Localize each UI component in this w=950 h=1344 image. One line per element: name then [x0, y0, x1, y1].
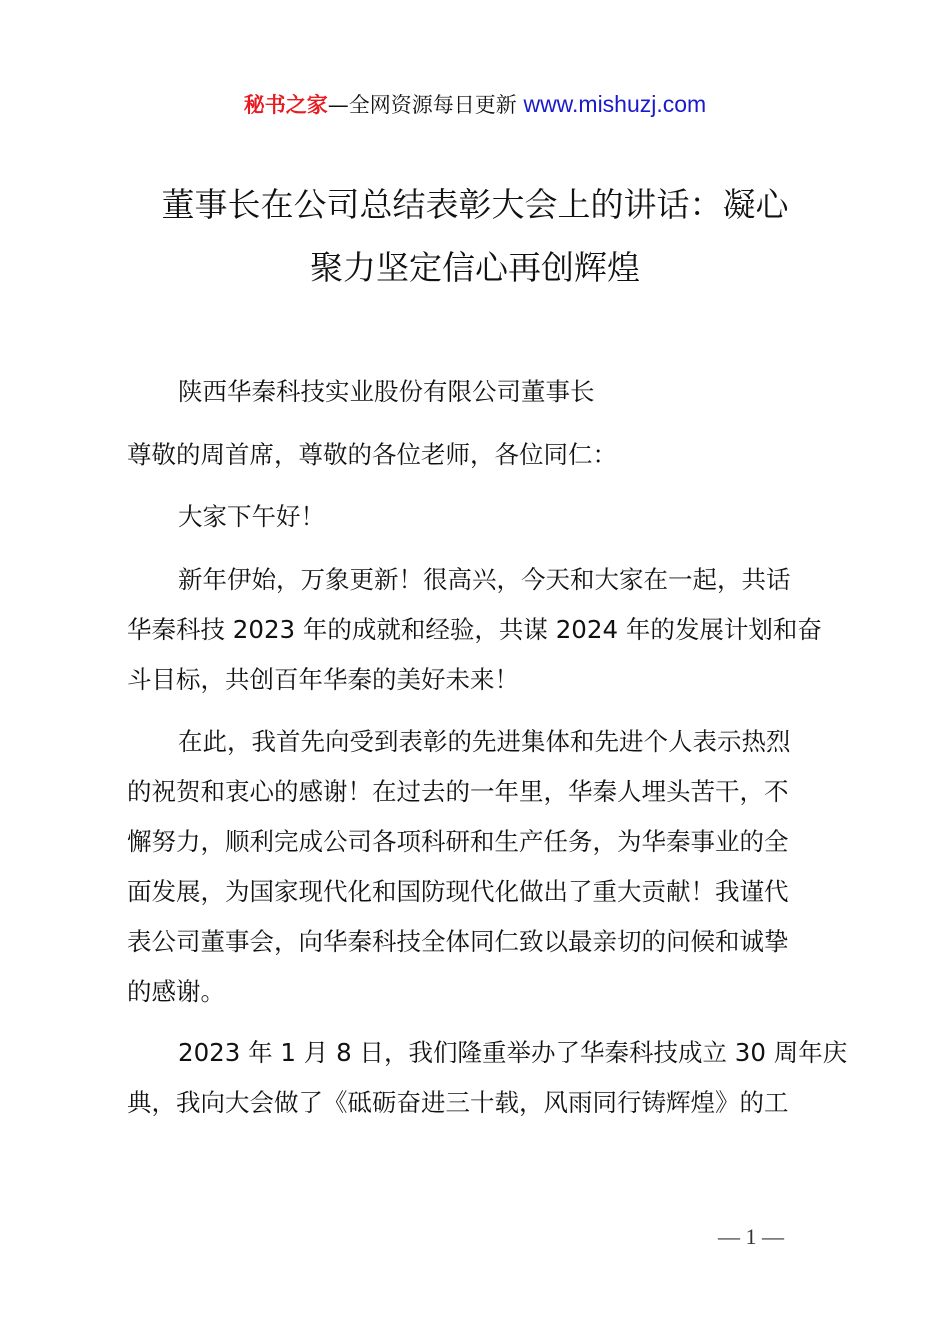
text-line: 华秦科技 2023 年的成就和经验，共谋 2024 年的发展计划和奋 [127, 615, 822, 644]
document-title-line-2: 聚力坚定信心再创辉煌 [310, 248, 640, 287]
text-line: 的祝贺和衷心的感谢！在过去的一年里，华秦人埋头苦干，不 [127, 777, 789, 806]
paragraph-1 [127, 555, 837, 705]
text-line: 的感谢。 [127, 977, 225, 1006]
website-link[interactable]: www.mishuzj.com [523, 91, 707, 117]
text-line: 陕西华秦科技实业股份有限公司董事长 [178, 377, 595, 406]
text-line: 新年伊始，万象更新！很高兴，今天和大家在一起，共话 [178, 565, 791, 594]
text-line: 面发展，为国家现代化和国防现代化做出了重大贡献！我谨代 [127, 877, 789, 906]
text-line: 在此，我首先向受到表彰的先进集体和先进个人表示热烈 [178, 727, 791, 756]
brand-name: 秘书之家 [243, 93, 328, 117]
paragraph-2 [127, 717, 837, 1017]
text-line: 表公司董事会，向华秦科技全体同仁致以最亲切的问候和诚挚 [127, 927, 789, 956]
text-line: 懈努力，顺利完成公司各项科研和生产任务，为华秦事业的全 [127, 827, 789, 856]
text-line: 大家下午好！ [178, 502, 325, 531]
page-number: — 1 — [718, 1224, 784, 1249]
text-line: 斗目标，共创百年华秦的美好未来！ [127, 665, 519, 694]
speaker-line [127, 367, 837, 417]
greeting [127, 492, 837, 542]
paragraph-3 [127, 1028, 848, 1128]
salutation [127, 430, 837, 480]
document-title-line-1: 董事长在公司总结表彰大会上的讲话：凝心 [161, 185, 789, 224]
text-line: 尊敬的周首席，尊敬的各位老师，各位同仁： [127, 440, 617, 469]
text-line: 典，我向大会做了《砥砺奋进三十载，风雨同行铸辉煌》的工 [127, 1088, 789, 1117]
text-line: 2023 年 1 月 8 日，我们隆重举办了华秦科技成立 30 周年庆 [178, 1038, 848, 1067]
watermark-header [0, 88, 950, 121]
header-tagline: —全网资源每日更新 [327, 93, 524, 117]
